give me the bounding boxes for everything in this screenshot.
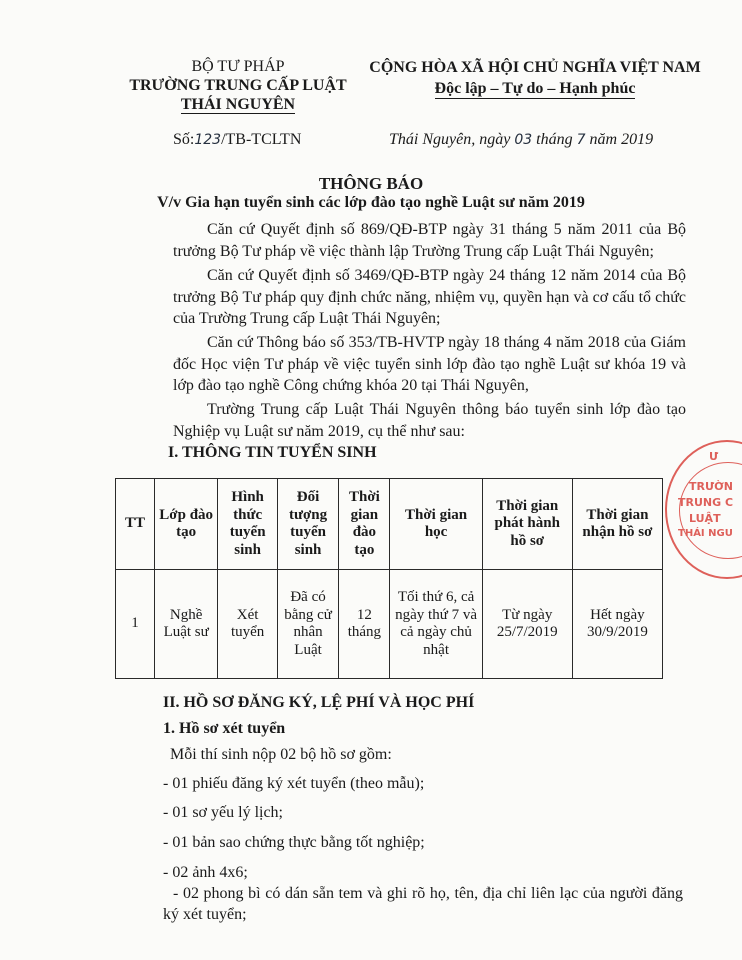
seal-text-line4: THÁI NGU xyxy=(678,528,733,539)
table-cell: Tối thứ 6, cả ngày thứ 7 và cả ngày chủ nhật xyxy=(390,570,482,679)
table-cell: Nghề Luật sư xyxy=(154,570,218,679)
table-cell: 12 tháng xyxy=(339,570,390,679)
table-cell: Hết ngày 30/9/2019 xyxy=(572,570,662,679)
admission-table xyxy=(115,478,663,679)
paragraph-text: Căn cứ Quyết định số 869/QĐ-BTP ngày 31 tháng 5 năm 2011 của Bộ trưởng Bộ Tư pháp về việc thành lập Trường Trung cấp Luật Thái Nguyên; xyxy=(173,221,686,260)
list-item xyxy=(163,883,683,925)
doc-number-handwritten: 123 xyxy=(194,132,222,148)
list-item: - 02 ảnh 4x6; xyxy=(163,864,248,881)
date-line xyxy=(389,131,653,149)
seal-text-line3: LUẬT xyxy=(689,512,721,525)
school-name-line2: THÁI NGUYÊN xyxy=(180,96,296,113)
section-2-1-heading: 1. Hồ sơ xét tuyển xyxy=(163,720,286,737)
paragraph-announcement xyxy=(173,399,686,442)
paragraph-legal-basis-3 xyxy=(173,332,686,397)
seal-text-top: Ư xyxy=(709,450,719,463)
paragraph-legal-basis-2 xyxy=(173,265,686,330)
national-motto: Độc lập – Tự do – Hạnh phúc xyxy=(434,80,636,97)
seal-text-line1: TRƯỜN xyxy=(689,480,733,493)
seal-inner-ring xyxy=(679,462,742,559)
date-year: năm 2019 xyxy=(585,131,654,148)
section-2-heading: II. HỒ SƠ ĐĂNG KÝ, LỆ PHÍ VÀ HỌC PHÍ xyxy=(163,694,475,711)
header-cell-class: Lớp đào tạo xyxy=(154,479,218,570)
table-row xyxy=(116,570,663,679)
header-cell-schedule: Thời gian học xyxy=(390,479,482,570)
seal-text-line2: TRUNG C xyxy=(678,496,734,509)
list-item: - 01 sơ yếu lý lịch; xyxy=(163,804,283,821)
date-month-handwritten: 7 xyxy=(576,132,586,148)
date-place: Thái Nguyên, ngày xyxy=(389,131,515,148)
section-1-heading: I. THÔNG TIN TUYỂN SINH xyxy=(168,444,377,461)
paragraph-legal-basis-1 xyxy=(173,219,686,262)
red-seal-stamp xyxy=(665,440,742,579)
header-cell-deadline: Thời gian nhận hồ sơ xyxy=(572,479,662,570)
doc-number-suffix: /TB-TCLTN xyxy=(221,131,302,148)
table-cell: Xét tuyển xyxy=(218,570,277,679)
list-item: - 01 phiếu đăng ký xét tuyển (theo mẫu); xyxy=(163,775,425,792)
document-subtitle: V/v Gia hạn tuyển sinh các lớp đào tạo nghề Luật sư năm 2019 xyxy=(157,194,585,211)
nation-name: CỘNG HÒA XÃ HỘI CHỦ NGHĨA VIỆT NAM xyxy=(369,59,701,76)
list-item: - 01 bản sao chứng thực bằng tốt nghiệp; xyxy=(163,834,425,851)
requirements-intro: Mỗi thí sinh nộp 02 bộ hồ sơ gồm: xyxy=(170,746,392,763)
header-cell-target: Đối tượng tuyển sinh xyxy=(277,479,338,570)
table-cell: Đã có bằng cử nhân Luật xyxy=(277,570,338,679)
header-cell-tt: TT xyxy=(116,479,155,570)
national-header xyxy=(360,57,710,99)
school-name-line1: TRƯỜNG TRUNG CẤP LUẬT xyxy=(129,77,347,94)
table-cell: Từ ngày 25/7/2019 xyxy=(482,570,572,679)
doc-number-prefix: Số: xyxy=(173,131,195,148)
table-cell: 1 xyxy=(116,570,155,679)
document-title: THÔNG BÁO xyxy=(318,174,424,193)
paragraph-text: Căn cứ Quyết định số 3469/QĐ-BTP ngày 24 tháng 12 năm 2014 của Bộ trưởng Bộ Tư pháp quy định chức năng, nhiệm vụ, quyền hạn và cơ cấu tổ chức của Trường Trung cấp Luật Thái Nguyên; xyxy=(173,267,686,327)
table-header-row xyxy=(116,479,663,570)
document-number xyxy=(173,131,301,149)
issuer-block xyxy=(128,57,348,114)
paragraph-text: Trường Trung cấp Luật Thái Nguyên thông báo tuyển sinh lớp đào tạo Nghiệp vụ Luật sư năm 2019, cụ thể như sau: xyxy=(173,401,686,440)
list-item-text: - 02 phong bì có dán sẵn tem và ghi rõ họ, tên, địa chỉ liên lạc của người đăng ký xét tuyển; xyxy=(163,885,683,923)
header-cell-duration: Thời gian đào tạo xyxy=(339,479,390,570)
date-month-word: tháng xyxy=(532,131,577,148)
header-cell-form: Hình thức tuyển sinh xyxy=(218,479,277,570)
paragraph-text: Căn cứ Thông báo số 353/TB-HVTP ngày 18 tháng 4 năm 2018 của Giám đốc Học viện Tư pháp về việc tuyển sinh lớp đào tạo nghề Luật sư khóa 19 và lớp đào tạo nghề Công chứng khóa 20 tại Thái Nguyên, xyxy=(173,334,686,394)
ministry-name: BỘ TƯ PHÁP xyxy=(191,58,285,75)
header-cell-release: Thời gian phát hành hồ sơ xyxy=(482,479,572,570)
date-day-handwritten: 03 xyxy=(514,132,533,148)
